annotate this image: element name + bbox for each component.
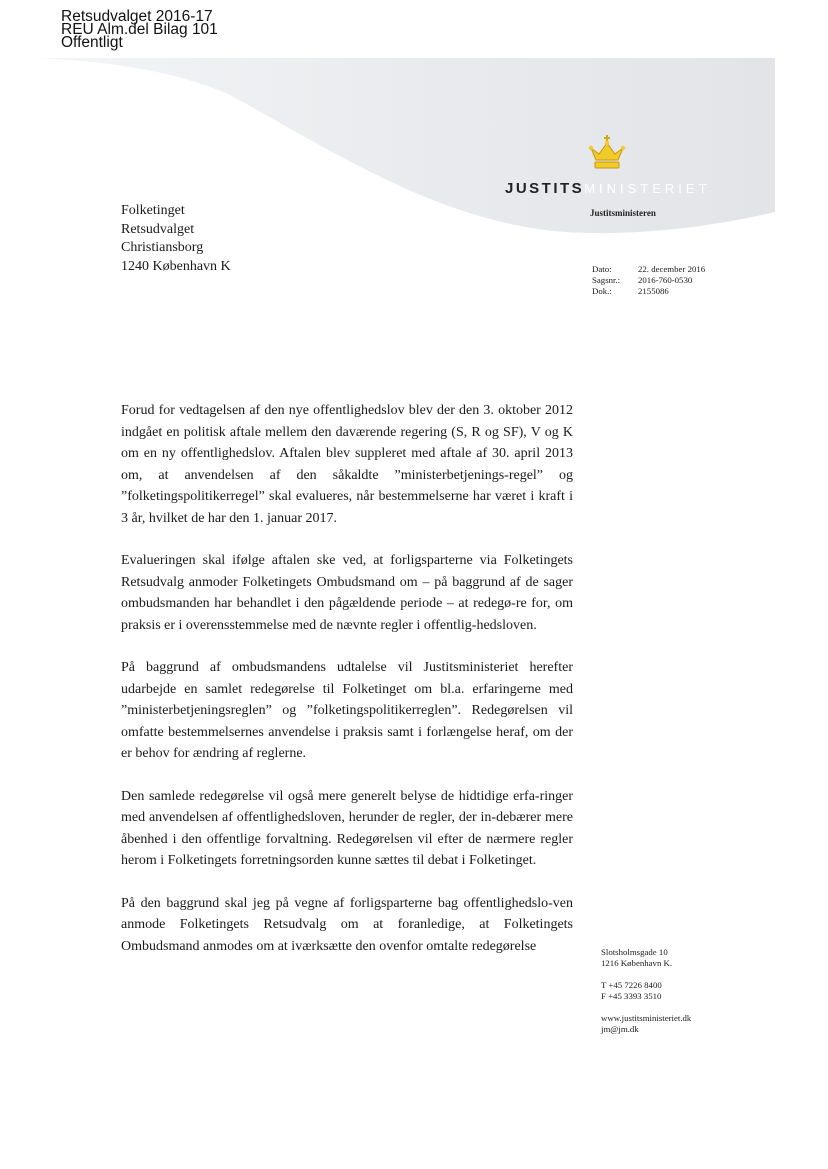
doc-label: Dok.: — [592, 286, 612, 297]
body-paragraph: Forud for vedtagelsen af den nye offentlighedslov blev der den 3. oktober 2012 indgået en politisk aftale mellem den daværende regering (S, R og SF), V og K om en ny offentlighedslov. Aftalen blev suppleret med aftale af 30. april 2013 om, at anvendelsen af den såkaldte ”ministerbetjenings-regel” og ”folketingspolitikerregel” skal evalueres, når bestemmelserne har været i kraft i 3 år, hvilket de har den 1. januar 2017. — [121, 403, 573, 526]
case-label: Sagsnr.: — [592, 275, 621, 286]
letter-metadata — [592, 264, 705, 298]
ministry-logo — [505, 180, 711, 197]
doc-value: 2155086 — [638, 286, 669, 297]
recipient-line: Folketinget — [121, 203, 185, 218]
body-paragraph: På baggrund af ombudsmandens udtalelse vil Justitsministeriet herefter udarbejde en samlet redegørelse til Folketinget om bl.a. erfaringerne med ”ministerbetjeningsreglen” og ”folketingspolitikerreglen”. Redegørelsen vil omfatte bestemmelsernes anvendelse i praksis samt i forlængelse heraf, om der er behov for ændring af reglerne. — [121, 660, 573, 761]
body-paragraph: På den baggrund skal jeg på vegne af forligsparterne bag offentlighedslo-ven anmode Folketingets Retsudvalg om at foranledige, at Folketingets Ombudsmand anmodes om at iværksætte den ovenfor omtalte redegørelse — [121, 895, 573, 954]
recipient-line: Christiansborg — [121, 240, 204, 256]
website-link[interactable]: www.justitsministeriet.dk — [601, 1013, 692, 1023]
stamp-line-public: Offentligt — [61, 34, 123, 51]
stamp-line-bilag: REU Alm.del Bilag 101 — [61, 21, 218, 38]
body-paragraph: Den samlede redegørelse vil også mere generelt belyse de hidtidige erfa-ringer med anvendelsen af offentlighedsloven, herunder de regler, der in-debærer mere åbenhed i den offentlige forvaltning. Redegørelsen vil efter de nærmere regler herom i Folketingets forretningsorden kunne sættes til debat i Folketinget. — [121, 788, 573, 868]
email-link[interactable]: jm@jm.dk — [601, 1024, 639, 1034]
date-value: 22. december 2016 — [638, 264, 706, 274]
fax-number: F +45 3393 3510 — [601, 991, 662, 1001]
case-value: 2016-760-0530 — [638, 275, 693, 286]
logo-word-ministeriet: MINISTERIET — [584, 181, 711, 196]
body-paragraph: Evalueringen skal ifølge aftalen ske ved, at forligsparterne via Folketingets Retsudvalg anmoder Folketingets Ombudsmand om – på baggrund af de sager ombudsmanden har behandlet i den pågældende periode – at redegø-re for, om praksis er i overensstemmelse med de nævnte regler i offentlig-hedsloven. — [121, 553, 573, 633]
recipient-line: 1240 København K — [121, 258, 231, 274]
sender-title: Justitsministeren — [590, 208, 656, 218]
address-city: 1216 København K. — [601, 958, 673, 968]
stamp-line-committee: Retsudvalget 2016-17 — [61, 8, 213, 25]
logo-word-justits: JUSTITS — [505, 180, 585, 197]
phone-number: T +45 7226 8400 — [601, 980, 662, 990]
recipient-address — [121, 202, 231, 276]
crown-icon — [587, 134, 627, 174]
address-street: Slotsholmsgade 10 — [601, 947, 668, 957]
letter-body — [121, 400, 573, 978]
date-label: Dato: — [592, 264, 612, 274]
ministry-contact — [601, 947, 691, 1035]
recipient-line: Retsudvalget — [121, 221, 195, 237]
